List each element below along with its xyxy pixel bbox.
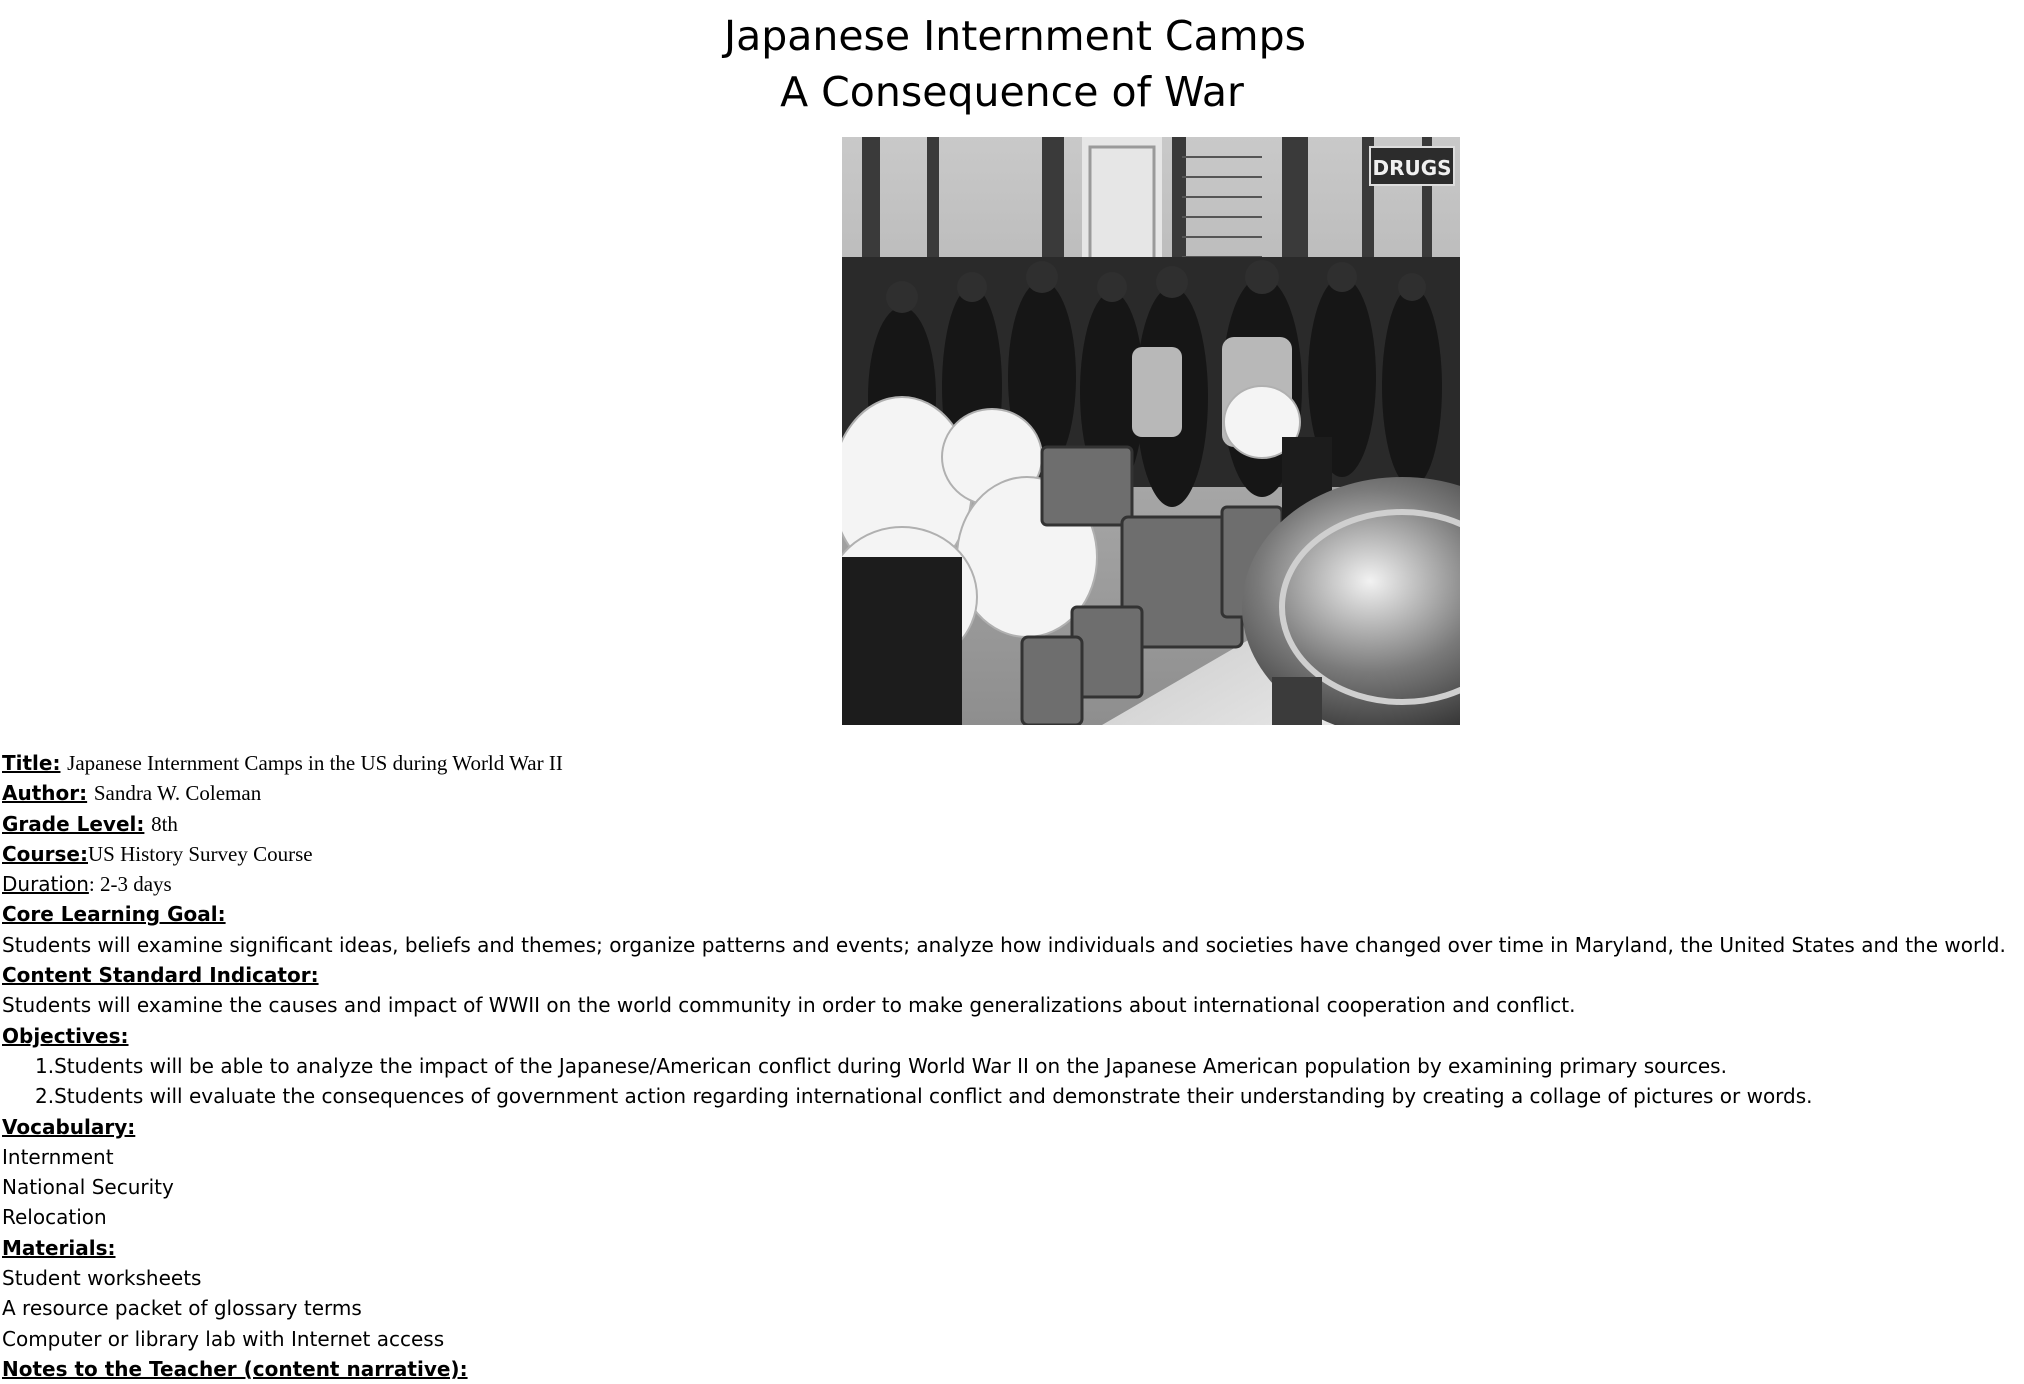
materials-item: Computer or library lab with Internet access <box>2 1326 445 1351</box>
title-value: Japanese Internment Camps in the US during World War II <box>67 751 563 775</box>
objectives-label: Objectives: <box>2 1023 129 1048</box>
historical-photo <box>842 137 1460 725</box>
content-standard-label: Content Standard Indicator: <box>2 963 319 988</box>
course-label: Course: <box>2 841 88 866</box>
lesson-plan <box>2 748 2020 1384</box>
author-label: Author: <box>2 781 88 806</box>
content-standard-heading <box>2 960 2020 990</box>
vocabulary-item: Relocation <box>2 1205 107 1230</box>
content-standard-text: Students will examine the causes and impact of WWII on the world community in order to make generalizations about international cooperation and conflict. <box>2 993 1576 1018</box>
vocabulary-label: Vocabulary: <box>2 1114 136 1139</box>
vocabulary-heading <box>2 1112 2020 1142</box>
duration-field <box>2 869 2020 899</box>
course-value: US History Survey Course <box>88 841 313 866</box>
vocabulary-item: Internment <box>2 1144 114 1169</box>
page-title-line-1: Japanese Internment Camps <box>723 12 1307 60</box>
materials-label: Materials: <box>2 1235 116 1260</box>
page-title-line-2: A Consequence of War <box>780 68 1244 116</box>
notes-label: Notes to the Teacher (content narrative): <box>2 1356 468 1381</box>
materials-heading <box>2 1233 2020 1263</box>
core-learning-goal-label: Core Learning Goal: <box>2 902 226 927</box>
author-value: Sandra W. Coleman <box>93 781 262 806</box>
grade-level-value: 8th <box>151 811 178 836</box>
materials-item: Student worksheets <box>2 1266 202 1291</box>
core-learning-goal-heading <box>2 899 2020 929</box>
objective-item: 1.Students will be able to analyze the impact of the Japanese/American conflict during World War II on the Japanese American population by examining primary sources. <box>35 1053 1727 1078</box>
vocabulary-item: National Security <box>2 1175 174 1200</box>
drugs-sign: DRUGS <box>1372 156 1452 180</box>
page-title <box>0 8 2024 120</box>
title-label: Title: <box>2 751 61 775</box>
grade-level-field <box>2 809 2020 839</box>
title-field <box>2 748 2020 778</box>
author-field <box>2 778 2020 808</box>
grade-level-label: Grade Level: <box>2 811 145 836</box>
materials-item: A resource packet of glossary terms <box>2 1296 362 1321</box>
duration-label: Duration <box>2 872 89 897</box>
objectives-heading <box>2 1021 2020 1051</box>
core-learning-goal-text: Students will examine significant ideas, beliefs and themes; organize patterns and events; analyze how individuals and societies have changed over time in Maryland, the United States and the world. <box>2 932 2006 957</box>
duration-value: : 2-3 days <box>88 872 172 897</box>
notes-heading <box>2 1354 2020 1384</box>
course-field <box>2 839 2020 869</box>
objective-item: 2.Students will evaluate the consequences of government action regarding international conflict and demonstrate their understanding by creating a collage of pictures or words. <box>35 1084 1813 1109</box>
